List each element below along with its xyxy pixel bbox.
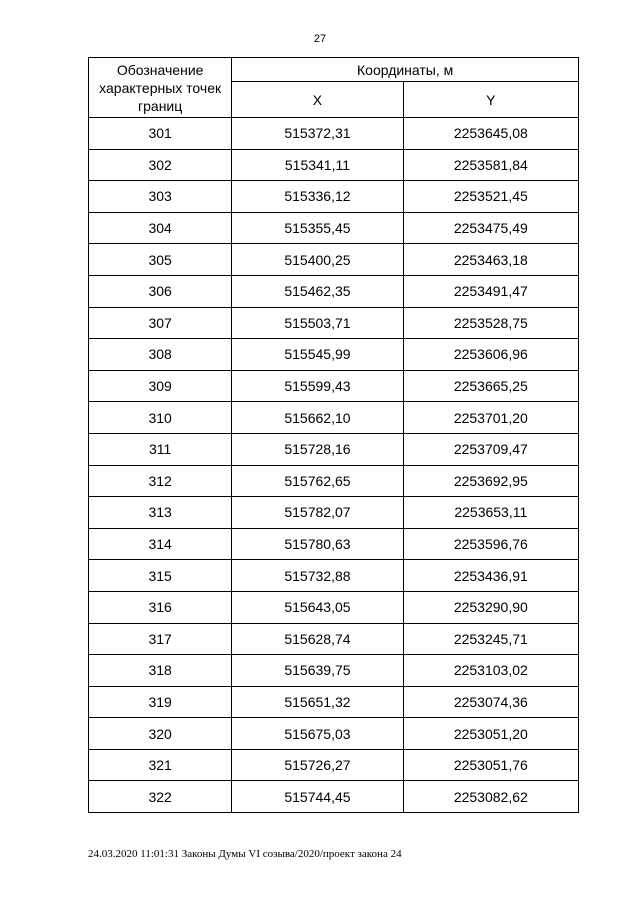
header-y: Y [403, 82, 578, 118]
table-row [89, 655, 579, 687]
point-id-cell: 320 [89, 718, 232, 750]
x-coordinate-cell: 515780,63 [232, 528, 403, 560]
point-id-cell: 318 [89, 655, 232, 687]
y-coordinate-cell: 2253436,91 [403, 560, 578, 592]
y-coordinate-cell: 2253051,76 [403, 749, 578, 781]
coordinates-table [88, 57, 579, 813]
header-coordinates: Координаты, м [232, 58, 579, 82]
point-id-cell: 304 [89, 212, 232, 244]
x-coordinate-cell: 515336,12 [232, 181, 403, 213]
header-point-designation: Обозначение характерных точек границ [89, 58, 232, 118]
y-coordinate-cell: 2253491,47 [403, 275, 578, 307]
table-row [89, 465, 579, 497]
x-coordinate-cell: 515728,16 [232, 433, 403, 465]
y-coordinate-cell: 2253475,49 [403, 212, 578, 244]
y-coordinate-cell: 2253653,11 [403, 497, 578, 529]
x-coordinate-cell: 515599,43 [232, 370, 403, 402]
table-body [89, 118, 579, 813]
x-coordinate-cell: 515662,10 [232, 402, 403, 434]
x-coordinate-cell: 515744,45 [232, 781, 403, 813]
x-coordinate-cell: 515462,35 [232, 275, 403, 307]
table-row [89, 686, 579, 718]
y-coordinate-cell: 2253606,96 [403, 339, 578, 371]
x-coordinate-cell: 515628,74 [232, 623, 403, 655]
y-coordinate-cell: 2253645,08 [403, 118, 578, 150]
point-id-cell: 310 [89, 402, 232, 434]
y-coordinate-cell: 2253521,45 [403, 181, 578, 213]
table-row [89, 749, 579, 781]
x-coordinate-cell: 515732,88 [232, 560, 403, 592]
point-id-cell: 301 [89, 118, 232, 150]
y-coordinate-cell: 2253051,20 [403, 718, 578, 750]
x-coordinate-cell: 515643,05 [232, 591, 403, 623]
point-id-cell: 314 [89, 528, 232, 560]
document-footer: 24.03.2020 11:01:31 Законы Думы VI созыва/2020/проект закона 24 [88, 848, 402, 860]
y-coordinate-cell: 2253665,25 [403, 370, 578, 402]
y-coordinate-cell: 2253701,20 [403, 402, 578, 434]
point-id-cell: 317 [89, 623, 232, 655]
table-row [89, 528, 579, 560]
y-coordinate-cell: 2253074,36 [403, 686, 578, 718]
table-row [89, 781, 579, 813]
y-coordinate-cell: 2253709,47 [403, 433, 578, 465]
x-coordinate-cell: 515372,31 [232, 118, 403, 150]
point-id-cell: 302 [89, 149, 232, 181]
table-row [89, 497, 579, 529]
table-row [89, 149, 579, 181]
point-id-cell: 315 [89, 560, 232, 592]
y-coordinate-cell: 2253692,95 [403, 465, 578, 497]
table-row [89, 181, 579, 213]
point-id-cell: 313 [89, 497, 232, 529]
x-coordinate-cell: 515762,65 [232, 465, 403, 497]
table-row [89, 244, 579, 276]
x-coordinate-cell: 515545,99 [232, 339, 403, 371]
y-coordinate-cell: 2253596,76 [403, 528, 578, 560]
page-number: 27 [313, 33, 327, 45]
x-coordinate-cell: 515639,75 [232, 655, 403, 687]
x-coordinate-cell: 515726,27 [232, 749, 403, 781]
table-row [89, 118, 579, 150]
table-row [89, 591, 579, 623]
table-row [89, 212, 579, 244]
table-row [89, 307, 579, 339]
table-row [89, 275, 579, 307]
point-id-cell: 322 [89, 781, 232, 813]
y-coordinate-cell: 2253082,62 [403, 781, 578, 813]
point-id-cell: 316 [89, 591, 232, 623]
x-coordinate-cell: 515400,25 [232, 244, 403, 276]
point-id-cell: 311 [89, 433, 232, 465]
x-coordinate-cell: 515341,11 [232, 149, 403, 181]
table-row [89, 370, 579, 402]
point-id-cell: 305 [89, 244, 232, 276]
x-coordinate-cell: 515675,03 [232, 718, 403, 750]
point-id-cell: 308 [89, 339, 232, 371]
table-row [89, 623, 579, 655]
point-id-cell: 306 [89, 275, 232, 307]
table-row [89, 339, 579, 371]
y-coordinate-cell: 2253528,75 [403, 307, 578, 339]
y-coordinate-cell: 2253245,71 [403, 623, 578, 655]
table-row [89, 560, 579, 592]
table-row [89, 402, 579, 434]
point-id-cell: 321 [89, 749, 232, 781]
header-x: X [232, 82, 403, 118]
table-row [89, 718, 579, 750]
x-coordinate-cell: 515651,32 [232, 686, 403, 718]
point-id-cell: 303 [89, 181, 232, 213]
point-id-cell: 307 [89, 307, 232, 339]
point-id-cell: 312 [89, 465, 232, 497]
x-coordinate-cell: 515782,07 [232, 497, 403, 529]
x-coordinate-cell: 515503,71 [232, 307, 403, 339]
x-coordinate-cell: 515355,45 [232, 212, 403, 244]
y-coordinate-cell: 2253290,90 [403, 591, 578, 623]
table-row [89, 433, 579, 465]
y-coordinate-cell: 2253463,18 [403, 244, 578, 276]
point-id-cell: 309 [89, 370, 232, 402]
point-id-cell: 319 [89, 686, 232, 718]
y-coordinate-cell: 2253103,02 [403, 655, 578, 687]
y-coordinate-cell: 2253581,84 [403, 149, 578, 181]
